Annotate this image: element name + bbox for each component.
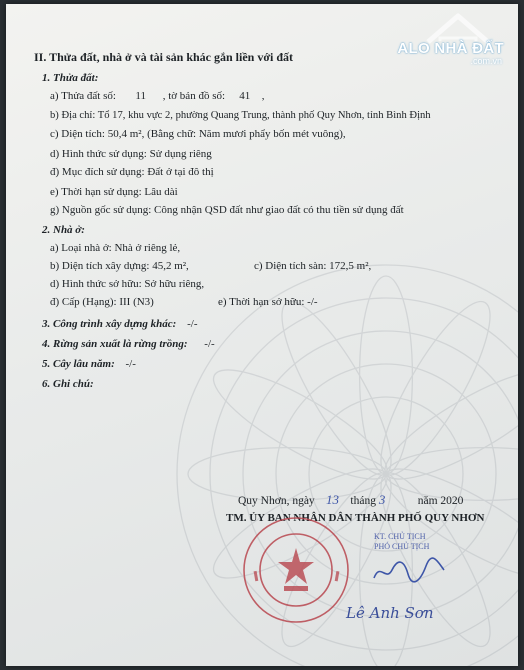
certificate-page <box>6 4 518 666</box>
term-line: e) Thời hạn sử dụng: Lâu dài <box>50 186 178 198</box>
item-label: 5. Cây lâu năm: <box>42 358 115 370</box>
signer-name: Lê Anh Sơn <box>346 604 434 622</box>
address-line: b) Địa chỉ: Tổ 17, khu vực 2, phường Quang Trung, thành phố Quy Nhơn, tỉnh Bình Định <box>50 110 431 121</box>
grade-line: đ) Cấp (Hạng): III (N3) <box>50 296 154 308</box>
ownership-term-line: e) Thời hạn sở hữu: -/- <box>218 296 318 308</box>
other-construction-line <box>42 318 197 330</box>
item-label: 4. Rừng sản xuất là rừng trồng: <box>42 338 188 350</box>
date-month: 3 <box>378 492 386 507</box>
signer-role <box>374 532 429 552</box>
item-label: 3. Công trình xây dựng khác: <box>42 318 177 330</box>
item-value: -/- <box>187 318 198 330</box>
signer-role-line: KT. CHỦ TỊCH <box>374 532 426 541</box>
ownership-form-line: d) Hình thức sở hữu: Sở hữu riêng, <box>50 278 205 290</box>
date-line <box>238 492 463 508</box>
usage-form-line: d) Hình thức sử dụng: Sử dụng riêng <box>50 148 212 160</box>
watermark-site: .com.vn <box>470 56 502 66</box>
plot-line <box>50 90 265 102</box>
planted-forest-line <box>42 338 215 350</box>
map-suffix: , <box>261 90 265 102</box>
plot-number: 11 <box>135 90 146 102</box>
floor-area-line: c) Diện tích sàn: 172,5 m², <box>254 260 372 272</box>
date-month-label: tháng <box>350 495 376 507</box>
purpose-line: đ) Mục đích sử dụng: Đất ở tại đô thị <box>50 166 214 178</box>
house-type-line: a) Loại nhà ở: Nhà ở riêng lẻ, <box>50 242 181 254</box>
origin-line: g) Nguồn gốc sử dụng: Công nhận QSD đất như giao đất có thu tiền sử dụng đất <box>50 204 404 216</box>
plot-prefix: a) Thửa đất số: <box>50 90 116 102</box>
watermark-brand: ALO NHÀ ĐẤT <box>397 40 504 57</box>
item-value: -/- <box>204 338 215 350</box>
date-year: năm 2020 <box>417 495 464 507</box>
signer-role-line: PHÓ CHỦ TỊCH <box>374 542 430 551</box>
map-number: 41 <box>239 90 251 102</box>
map-prefix: , tờ bản đồ số: <box>162 90 226 102</box>
perennial-trees-line <box>42 358 136 370</box>
authority-line: TM. ỦY BAN NHÂN DÂN THÀNH PHỐ QUY NHƠN <box>226 512 485 524</box>
item-value: -/- <box>125 358 136 370</box>
handwritten-signature-icon <box>368 552 448 588</box>
land-heading: 1. Thửa đất: <box>42 72 99 84</box>
official-seal-icon <box>240 514 352 626</box>
date-day: 13 <box>326 492 340 507</box>
built-area-line: b) Diện tích xây dựng: 45,2 m², <box>50 260 189 272</box>
notes-line <box>42 378 94 390</box>
item-label: 6. Ghi chú: <box>42 378 94 390</box>
date-place: Quy Nhơn, ngày <box>238 495 315 507</box>
area-line: c) Diện tích: 50,4 m², (Bằng chữ: Năm mươi phẩy bốn mét vuông), <box>50 128 346 140</box>
section-heading: II. Thửa đất, nhà ở và tài sản khác gắn liền với đất <box>34 50 294 64</box>
house-heading: 2. Nhà ở: <box>42 224 85 236</box>
